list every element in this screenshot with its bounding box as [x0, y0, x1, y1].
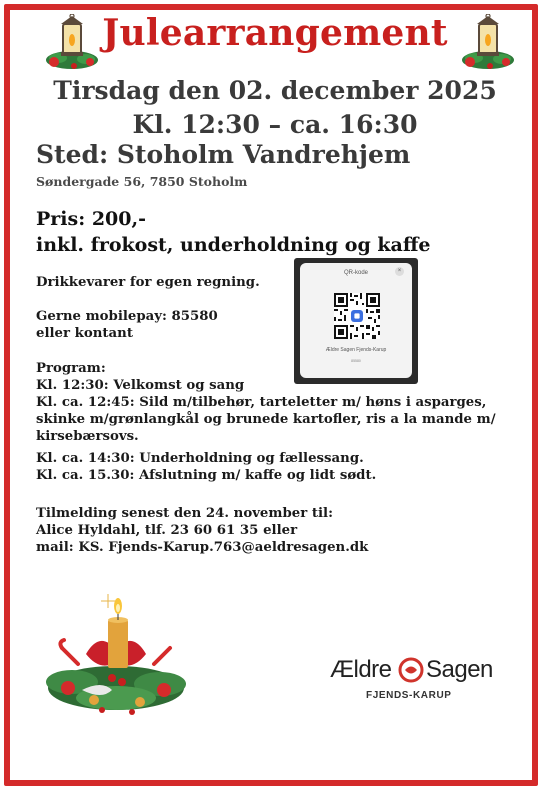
qr-name: Ældre Sagen Fjends-Karup	[325, 347, 387, 353]
registration-contact: Alice Hyldahl, tlf. 23 60 61 35 eller	[36, 523, 298, 538]
qr-heading: QR-kode	[343, 270, 368, 276]
aeldre-sagen-logo	[328, 656, 498, 706]
program-heading: Program:	[36, 361, 106, 376]
logo-word-right: Sagen	[426, 656, 493, 683]
event-date: Tirsdag den 02. december 2025	[53, 76, 497, 105]
drinks-note: Drikkevarer for egen regning.	[36, 275, 260, 290]
qr-panel	[300, 263, 412, 378]
logo-word-left: Ældre	[330, 656, 392, 683]
logo-subtitle: FJENDS-KARUP	[366, 690, 452, 701]
registration-email: mail: KS. Fjends-Karup.763@aeldresagen.dk	[36, 540, 369, 555]
qr-card	[294, 258, 418, 384]
program-item: Kl. ca. 12:45: Sild m/tilbehør, tarteletter m/ høns i asparges, skinke m/grønlangkål og brunede kartofler, ris a la mande m/ kirsebærsovs.	[36, 395, 496, 444]
close-icon[interactable]: ×	[395, 267, 404, 276]
price-includes: inkl. frokost, underholdning og kaffe	[36, 234, 431, 256]
event-address: Søndergade 56, 7850 Stoholm	[36, 174, 248, 189]
aeldre-sagen-logo-icon	[398, 657, 424, 683]
program-item: Kl. ca. 15.30: Afslutning m/ kaffe og lidt sødt.	[36, 468, 377, 483]
event-venue: Sted: Stoholm Vandrehjem	[36, 140, 411, 169]
qr-number: 85580	[351, 359, 361, 363]
page-title: Julearrangement	[102, 12, 448, 54]
program-item: Kl. 12:30: Velkomst og sang	[36, 378, 245, 393]
cash-note: eller kontant	[36, 326, 133, 341]
price-line: Pris: 200,-	[36, 208, 147, 230]
program-item: Kl. ca. 14:30: Underholdning og fællessang.	[36, 451, 364, 466]
registration-deadline: Tilmelding senest den 24. november til:	[36, 506, 334, 521]
christmas-candle-arrangement-icon	[42, 590, 190, 720]
qr-code-icon	[334, 293, 380, 339]
mobilepay-note: Gerne mobilepay: 85580	[36, 309, 218, 324]
event-time: Kl. 12:30 – ca. 16:30	[132, 110, 418, 139]
